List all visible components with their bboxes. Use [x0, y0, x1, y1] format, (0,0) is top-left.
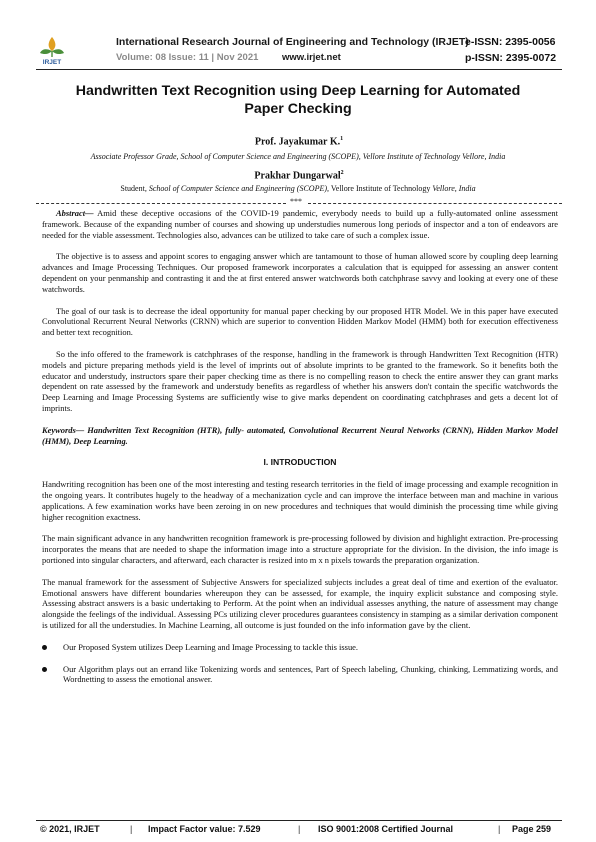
list-item	[42, 642, 558, 653]
affiliation-2-location: Vellore, India	[432, 184, 476, 193]
affiliation-2-institute: Vellore Institute of Technology	[329, 184, 433, 193]
paper-title-line-2: Paper Checking	[244, 101, 352, 117]
bullet-icon	[42, 645, 47, 650]
journal-eissn: e-ISSN: 2395-0056	[465, 36, 556, 48]
journal-header	[36, 34, 562, 68]
abstract-paragraph-3: The goal of our task is to decrease the ideal opportunity for manual paper checking by our proposed HTR Model. We in this paper have executed Convolutional Recurrent Neural Networks (CRNN) which are superior to convention Hidden Markov Model (HMM) both for execution effectiveness and better text recognition.	[42, 305, 558, 338]
footer-separator: |	[298, 824, 301, 834]
intro-paragraph-3: The manual framework for the assessment of Subjective Answers for specialized subjects includes a great deal of time and exertion of the evaluator. Emotional answers have different boundaries whereupon they can be assessed, for example, the inquiry explicit substance and composing style. Assessing abstract answers is a basic undertaking to Perform. At the point when an individual assesses anything, the nature of assessment may change alongside the feelings of the individual. Assessing PCs utilizing clever procedures guarantees consistency in stamping as a similar derivation component is utilized for all the understudies. In Machine Learning, all outcome is just founded on the info information gave by the client.	[42, 576, 558, 630]
bullet-text: Our Algorithm plays out an errand like Tokenizing words and sentences, Part of Speech labeling, Chunking, chinking, Lemmatizing words, and Wordnetting to assess the emotional answer.	[63, 663, 558, 685]
author-2-name: Prakhar Dungarwal	[254, 170, 341, 182]
bullet-text: Our Proposed System utilizes Deep Learning and Image Processing to tackle this issue.	[63, 641, 359, 652]
journal-pissn: p-ISSN: 2395-0072	[465, 52, 557, 64]
paper-body	[42, 208, 558, 696]
separator-line-right	[308, 203, 562, 204]
footer-iso: ISO 9001:2008 Certified Journal	[318, 824, 454, 834]
affiliation-1: Associate Professor Grade, School of Computer Science and Engineering (SCOPE), Vellore Institute of Technology Vellore, India	[90, 152, 506, 161]
header-rule	[36, 69, 562, 70]
footer-copyright: © 2021, IRJET	[40, 824, 100, 834]
affiliation-2-school: School of Computer Science and Engineering (SCOPE),	[148, 184, 330, 193]
footer-separator: |	[130, 824, 133, 834]
author-1-sup: 1	[340, 136, 344, 142]
separator-line-left	[36, 203, 286, 204]
list-item	[42, 664, 558, 686]
author-2-sup: 2	[340, 170, 344, 176]
abstract-paragraph-4: So the info offered to the framework is catchphrases of the response, handling in the framework is through Handwritten Text Recognition (HTR) models and picture preparing methods yield is the level of imprints out of absolute imprints to be granted to the framework. So it benefits both the educator and understudy, instructors spare their paper checking time as there is no compelling reason to check the entire answer they can grant marks dependent on rate assessed by the framework and understudy benefits as regardless of whether his answers don't contain the specific watchwords the Deep Learning and Image Processing Systems are sufficiently wise to give marks dependent on coordinating catchphrases and gets a decent lot of imprints.	[42, 348, 558, 413]
journal-website[interactable]: www.irjet.net	[282, 52, 341, 63]
affiliation-2-role: Student,	[120, 184, 149, 193]
author-2	[36, 170, 562, 181]
intro-paragraph-1: Handwriting recognition has been one of the most interesting and testing research territories in the field of image processing and example recognition in the ongoing years. It contributes hugely to the headway of a mechanization cycle and can improve the interface between man and machine in various applications. A few examination works have been zeroing in on new procedures and techniques that would diminish the processing time while giving higher recognition exactness.	[42, 479, 558, 522]
paper-title-line-1: Handwritten Text Recognition using Deep Learning for Automated	[75, 83, 521, 99]
journal-volume: Volume: 08 Issue: 11 | Nov 2021	[116, 52, 259, 63]
author-1-name: Prof. Jayakumar K.	[254, 136, 341, 148]
paper-title	[60, 82, 536, 118]
footer-separator: |	[498, 824, 501, 834]
keywords: Keywords— Handwritten Text Recognition (HTR), fully- automated, Convolutional Recurrent Neural Networks (CRNN), Hidden Markov Model (HMM), Deep Learning.	[42, 424, 558, 446]
irjet-logo-icon	[38, 34, 66, 66]
intro-paragraph-2: The main significant advance in any handwritten recognition framework is pre-processing followed by division and highlight extraction. Pre-processing incorporates the means that are needed to shape the information image into a structure appropriate for the division. In the division, the info image is portioned into singular characters, and afterward, each character is resized into m x n pixels towards the preparation organization.	[42, 533, 558, 565]
footer-page-number: Page 259	[512, 824, 552, 834]
section-separator	[36, 197, 562, 208]
section-heading-introduction: I. INTRODUCTION	[263, 457, 337, 468]
footer-rule	[36, 820, 562, 821]
page-footer	[36, 824, 562, 836]
intro-bullet-list	[42, 642, 558, 685]
affiliation-2	[20, 184, 576, 193]
logo-text: IRJET	[42, 59, 62, 66]
abstract-paragraph-2: The objective is to assess and appoint scores to engaging answer which are tantamount to those of human allowed score by coupling deep learning advances and Image Processing Techniques. Our proposed framework incorporates a calculation that is equipped for assessing an answer content dependent on your penmanship and contrasting it and the at first entered answer watchwords both catchphrase savvy and looking at every one of these watchwords.	[42, 251, 558, 294]
author-1	[36, 136, 562, 147]
abstract-paragraph-1	[42, 208, 558, 240]
separator-mark: ***	[290, 197, 302, 206]
abstract-label: Abstract—	[56, 208, 94, 218]
abstract-text-1: Amid these deceptive occasions of the COVID-19 pandemic, everybody needs to build up a fully-automated online assessment framework. Because of the expanding number of courses and showing up understudies numerous long periods of inspector and a ton of endeavors are needed for the viable assessment. Technologies also, advances can be utilized to take care of such a complex issue.	[42, 208, 558, 240]
journal-name: International Research Journal of Engineering and Technology (IRJET)	[116, 36, 469, 48]
bullet-icon	[42, 667, 47, 672]
footer-impact-factor: Impact Factor value: 7.529	[148, 824, 261, 834]
